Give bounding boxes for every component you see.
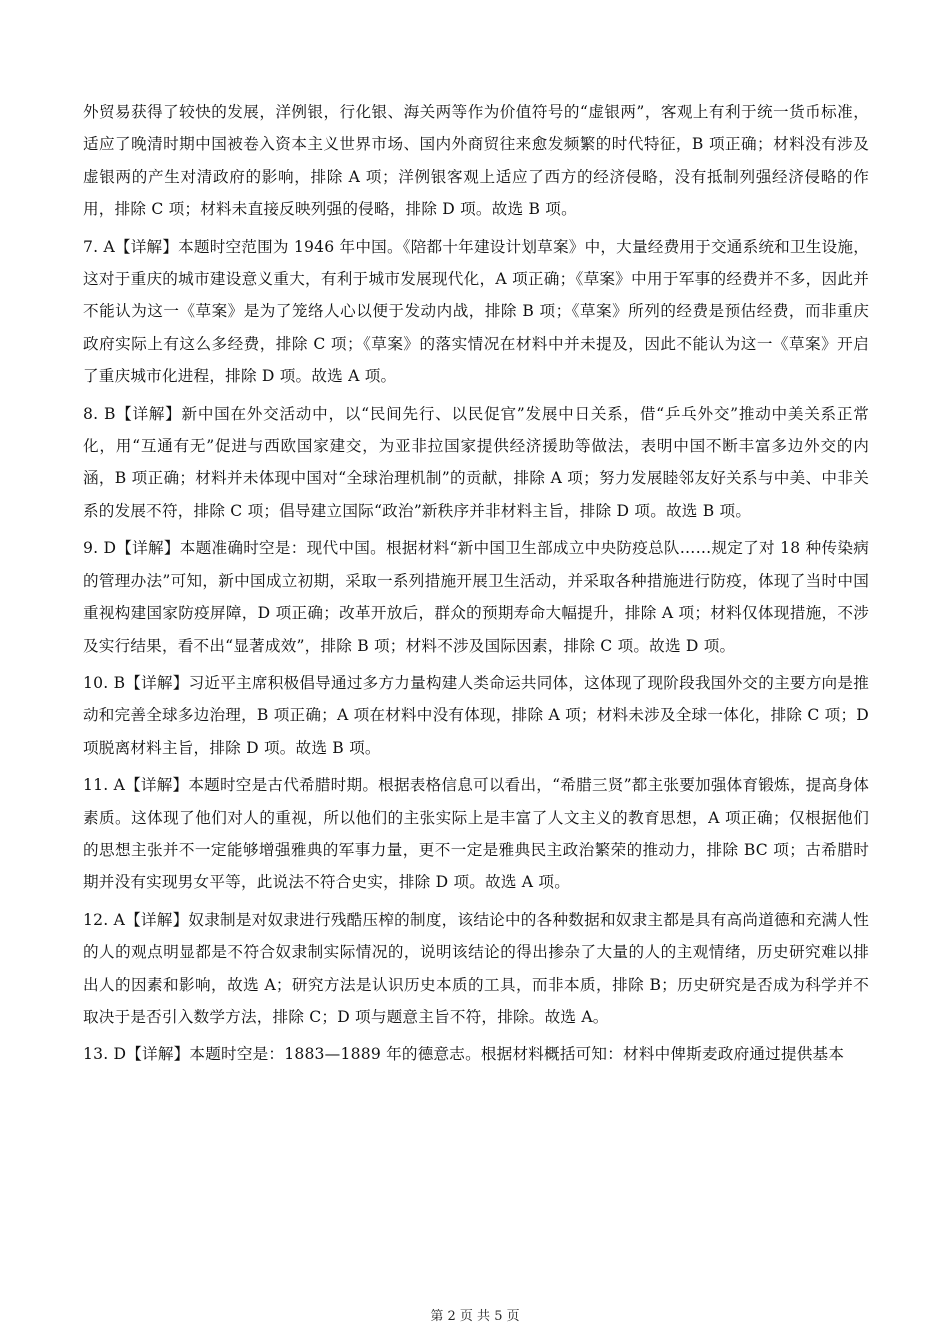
paragraph-q13: 13. D【详解】本题时空是：1883—1889 年的德意志。根据材料概括可知：材料中俾斯麦政府通过提供基本 — [83, 1045, 845, 1064]
paragraph-q9: 9. D【详解】本题准确时空是：现代中国。根据材料“新中国卫生部成立中央防疫总队……规定了对 18 种传染病的管理办法”可知，新中国成立初期，采取一系列措施开展卫生活动，并采取各种措施进行防疫，体现了当时中国重视构建国家防疫屏障，D 项正确；改革开放后，群众的预期寿命大幅提升，排除 A 项；材料仅体现措施，不涉及实行结果，看不出“显著成效”，排除 B 项；材料不涉及国际因素，排除 C 项。故选 D 项。 — [83, 539, 869, 655]
paragraph-q8: 8. B【详解】新中国在外交活动中，以“民间先行、以民促官”发展中日关系，借“乒乓外交”推动中美关系正常化，用“互通有无”促进与西欧国家建交，为亚非拉国家提供经济援助等做法，表明中国不断丰富多边外交的内涵，B 项正确；材料并未体现中国对“全球治理机制”的贡献，排除 A 项；努力发展睦邻友好关系与中美、中非关系的发展不符，排除 C 项；倡导建立国际“政治”新秩序并非材料主旨，排除 D 项。故选 B 项。 — [83, 404, 869, 520]
paragraph-q7: 7. A【详解】本题时空范围为 1946 年中国。《陪都十年建设计划草案》中，大量经费用于交通系统和卫生设施，这对于重庆的城市建设意义重大，有利于城市发展现代化，A 项正确；《草案》中用于军事的经费并不多，因此并不能认为这一《草案》是为了笼络人心以便于发动内战，排除 B 项；《草案》所列的经费是预估经费，而非重庆政府实际上有这么多经费，排除 C 项；《草案》的落实情况在材料中并未提及，因此不能认为这一《草案》开启了重庆城市化进程，排除 D 项。故选 A 项。 — [83, 237, 869, 386]
answer-explanations — [83, 96, 869, 1071]
paragraph-q10: 10. B【详解】习近平主席积极倡导通过多方力量构建人类命运共同体，这体现了现阶段我国外交的主要方向是推动和完善全球多边治理，B 项正确；A 项在材料中没有体现，排除 A 项；材料未涉及全球一体化，排除 C 项；D 项脱离材料主旨，排除 D 项。故选 B 项。 — [83, 673, 869, 757]
page-number-footer: 第 2 页 共 5 页 — [430, 1309, 520, 1324]
paragraph-q11: 11. A【详解】本题时空是古代希腊时期。根据表格信息可以看出，“希腊三贤”都主张要加强体育锻炼，提高身体素质。这体现了他们对人的重视，所以他们的主张实际上是丰富了人文主义的教育思想，A 项正确；仅根据他们的思想主张并不一定能够增强雅典的军事力量，更不一定是雅典民主政治繁荣的推动力，排除 BC 项；古希腊时期并没有实现男女平等，此说法不符合史实，排除 D 项。故选 A 项。 — [83, 776, 869, 892]
paragraph-q12: 12. A【详解】奴隶制是对奴隶进行残酷压榨的制度，该结论中的各种数据和奴隶主都是具有高尚道德和充满人性的人的观点明显都是不符合奴隶制实际情况的，说明该结论的得出掺杂了大量的人的主观情绪，历史研究难以排出人的因素和影响，故选 A；研究方法是认识历史本质的工具，而非本质，排除 B；历史研究是否成为科学并不取决于是否引入数学方法，排除 C；D 项与题意主旨不符，排除。故选 A。 — [83, 910, 869, 1026]
paragraph-q6-continuation: 外贸易获得了较快的发展，洋例银，行化银、海关两等作为价值符号的“虚银两”，客观上有利于统一货币标准，适应了晚清时期中国被卷入资本主义世界市场、国内外商贸往来愈发频繁的时代特征，B 项正确；材料没有涉及虚银两的产生对清政府的影响，排除 A 项；洋例银客观上适应了西方的经济侵略，没有抵制列强经济侵略的作用，排除 C 项；材料未直接反映列强的侵略，排除 D 项。故选 B 项。 — [83, 103, 869, 219]
